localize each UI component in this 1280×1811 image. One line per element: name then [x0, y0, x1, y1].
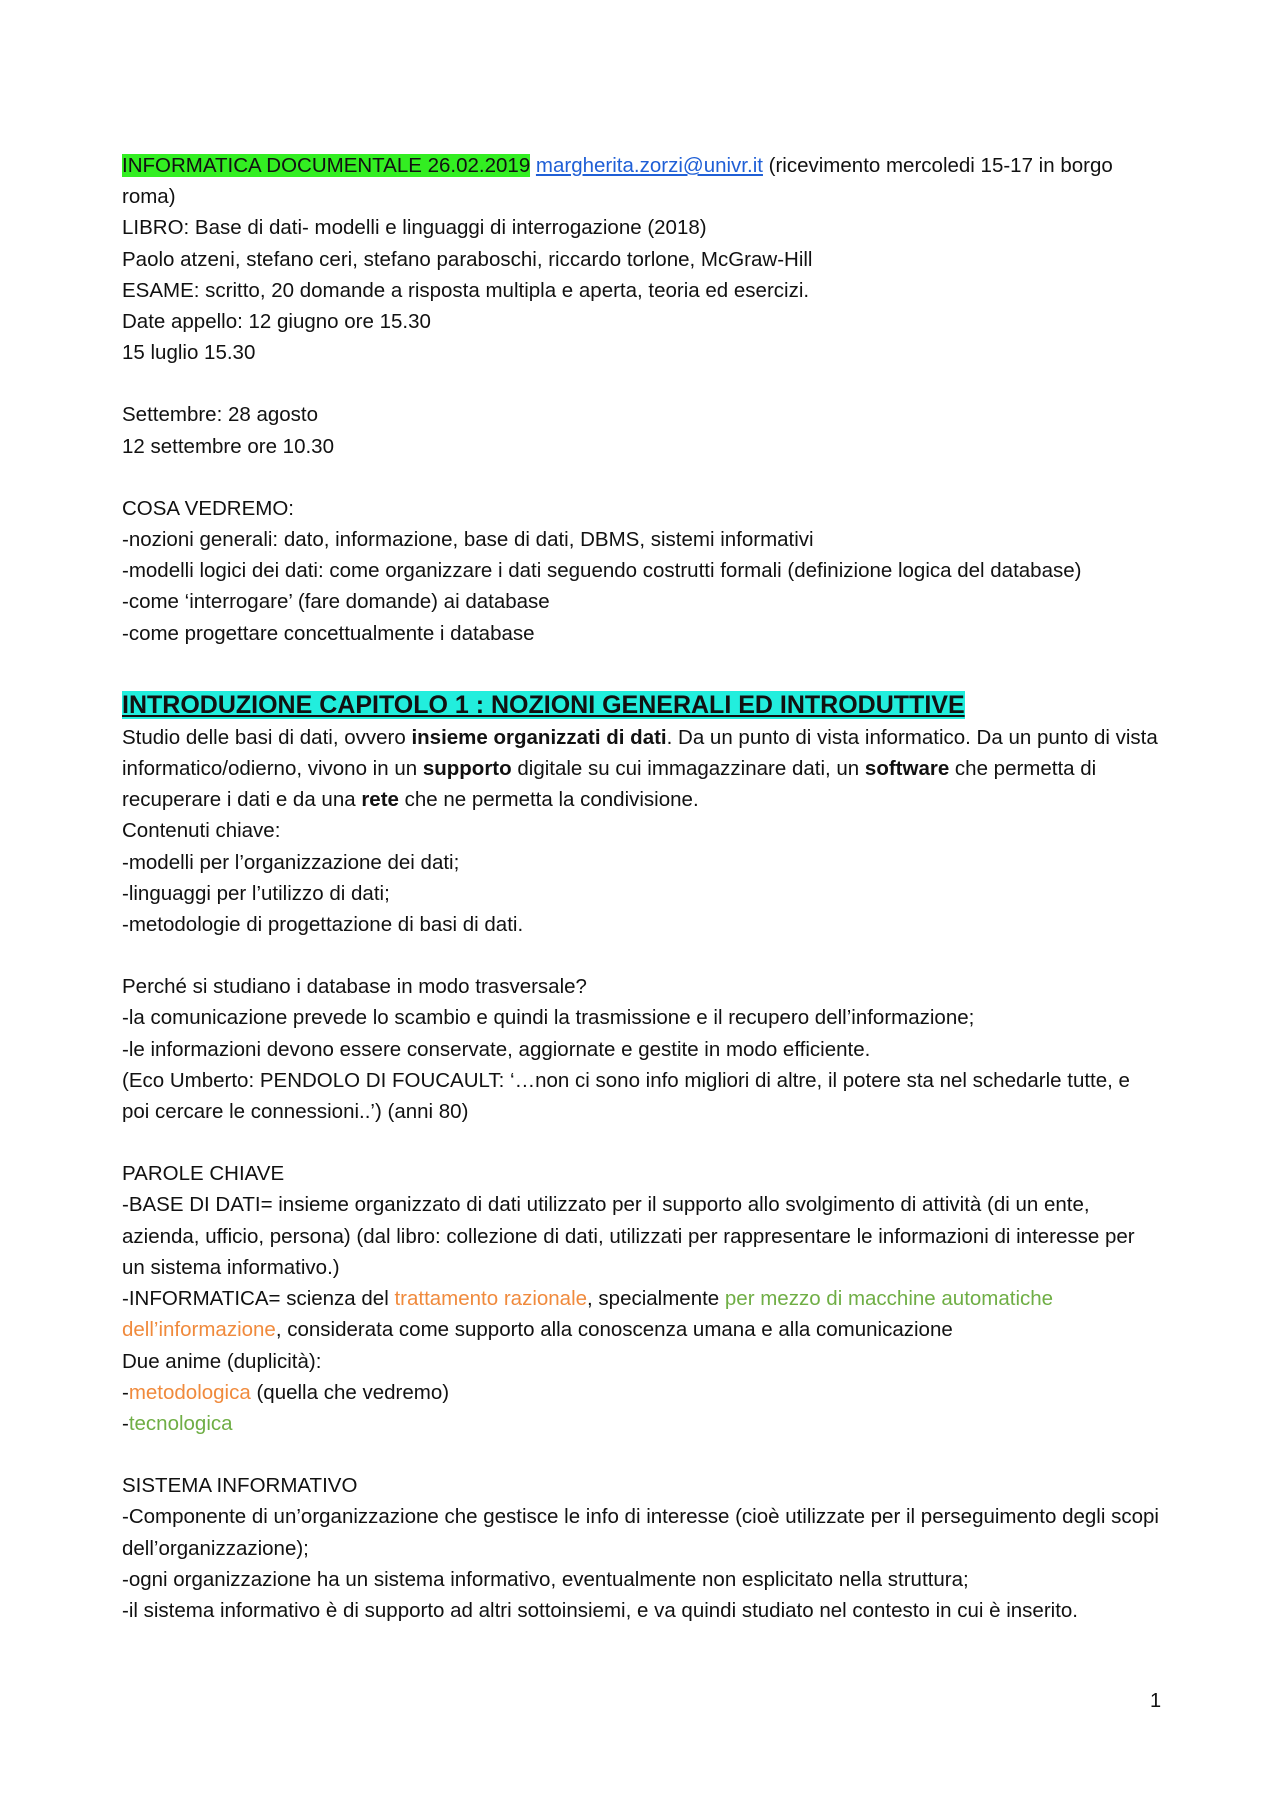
book-line: LIBRO: Base di dati- modelli e linguaggi di interrogazione (2018) — [122, 216, 707, 240]
authors-line: Paolo atzeni, stefano ceri, stefano paraboschi, riccardo torlone, McGraw-Hill — [122, 247, 813, 271]
intro-bold: software — [864, 757, 950, 781]
email-link[interactable]: margherita.zorzi@univr.it — [535, 154, 763, 177]
exam-line: ESAME: scritto, 20 domande a risposta multipla e aperta, teoria ed esercizi. — [122, 278, 810, 302]
dates-line: Settembre: 28 agosto — [122, 403, 319, 427]
keywords-title: PAROLE CHIAVE — [122, 1162, 285, 1186]
header-line — [122, 150, 1162, 212]
soul-dash: - — [122, 1411, 129, 1435]
course-title: INFORMATICA DOCUMENTALE 26.02.2019 — [122, 154, 531, 177]
intro-bold: rete — [361, 788, 399, 812]
key-contents-title: Contenuti chiave: — [122, 819, 281, 843]
intro-text: che permetta di recuperare i dati e da una — [122, 757, 1097, 812]
key-content-item: -modelli per l’organizzazione dei dati; — [122, 850, 460, 874]
chapter-heading — [122, 688, 1162, 722]
informatica-orange: dell’informazione — [122, 1318, 276, 1342]
keyword-base-di-dati: -BASE DI DATI= insieme organizzato di dati utilizzato per il supporto allo svolgimento di attività (di un ente, azienda, ufficio, persona) (dal libro: collezione di dati, utilizzati per rappresentare le informazioni di interesse per un sistema informativo.) — [122, 1193, 1135, 1279]
soul-methodological: metodologica — [128, 1380, 251, 1404]
souls-title: Due anime (duplicità): — [122, 1349, 322, 1373]
informatica-green: per mezzo di macchine automatiche — [724, 1287, 1054, 1311]
soul-note: (quella che vedremo) — [250, 1380, 450, 1404]
overview-item: -nozioni generali: dato, informazione, base di dati, DBMS, sistemi informativi — [122, 528, 814, 552]
why-item: -le informazioni devono essere conservate, aggiornate e gestite in modo efficiente. — [122, 1037, 871, 1061]
intro-text: digitale su cui immagazzinare dati, un — [511, 757, 865, 781]
intro-text: Studio delle basi di dati, ovvero — [122, 725, 412, 749]
why-item: (Eco Umberto: PENDOLO DI FOUCAULT: ‘…non ci sono info migliori di altre, il potere sta nel schedarle tutte, e poi cercare le connessioni..’) (anni 80) — [122, 1068, 1130, 1124]
intro-text: . Da un punto di vista informatico. Da un punto di vista informatico/odierno, vivono in un — [122, 725, 1158, 781]
soul-item — [122, 1408, 1162, 1439]
page-number: 1 — [1150, 1690, 1162, 1712]
document-body — [122, 150, 1162, 1626]
soul-technological: tecnologica — [128, 1411, 233, 1435]
info-system-item: -ogni organizzazione ha un sistema informativo, eventualmente non esplicitato nella struttura; — [122, 1567, 969, 1591]
intro-bold: supporto — [422, 757, 512, 781]
dates-line: Date appello: 12 giugno ore 15.30 — [122, 310, 431, 334]
why-item: -la comunicazione prevede lo scambio e quindi la trasmissione e il recupero dell’informazione; — [122, 1006, 975, 1030]
keyword-informatica — [122, 1283, 1162, 1345]
intro-bold: insieme organizzati di dati — [411, 725, 667, 749]
dates-line: 15 luglio 15.30 — [122, 341, 256, 365]
chapter-intro — [122, 722, 1162, 816]
informatica-text: , specialmente — [587, 1287, 725, 1311]
info-system-title: SISTEMA INFORMATIVO — [122, 1474, 358, 1498]
overview-item: -come progettare concettualmente i database — [122, 621, 535, 645]
informatica-text: , considerata come supporto alla conoscenza umana e alla comunicazione — [275, 1318, 953, 1342]
key-content-item: -linguaggi per l’utilizzo di dati; — [122, 881, 390, 905]
overview-item: -come ‘interrogare’ (fare domande) ai database — [122, 590, 550, 614]
office-hours: (ricevimento mercoledi 15-17 in borgo roma) — [122, 154, 1113, 209]
chapter-heading-text: INTRODUZIONE CAPITOLO 1 : NOZIONI GENERALI ED INTRODUTTIVE — [122, 690, 965, 719]
soul-dash: - — [122, 1380, 129, 1404]
soul-item — [122, 1377, 1162, 1408]
informatica-text: -INFORMATICA= scienza del — [122, 1287, 395, 1311]
overview-item: -modelli logici dei dati: come organizzare i dati seguendo costrutti formali (definizione logica del database) — [122, 559, 1082, 583]
info-system-item: -il sistema informativo è di supporto ad altri sottoinsiemi, e va quindi studiato nel contesto in cui è inserito. — [122, 1598, 1079, 1622]
overview-title: COSA VEDREMO: — [122, 496, 295, 520]
informatica-orange: trattamento razionale — [394, 1287, 588, 1311]
dates-line: 12 settembre ore 10.30 — [122, 434, 334, 458]
info-system-item: -Componente di un’organizzazione che gestisce le info di interesse (cioè utilizzate per il perseguimento degli scopi dell’organizzazione); — [122, 1505, 1159, 1560]
key-content-item: -metodologie di progettazione di basi di dati. — [122, 913, 524, 937]
intro-text: che ne permetta la condivisione. — [398, 788, 699, 812]
why-title: Perché si studiano i database in modo trasversale? — [122, 975, 587, 999]
